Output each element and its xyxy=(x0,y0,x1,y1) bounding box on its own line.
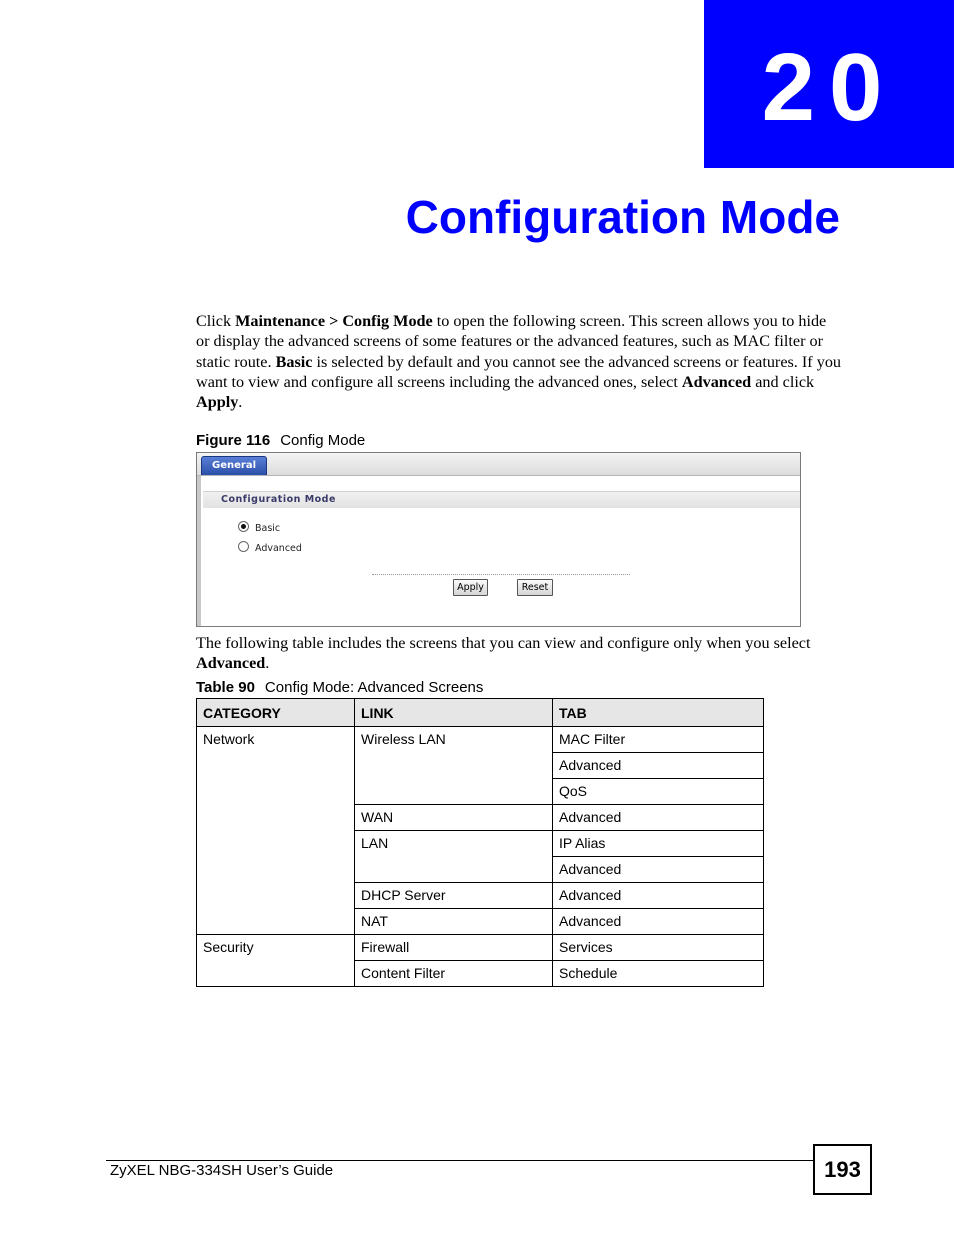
radio-advanced[interactable] xyxy=(238,541,302,554)
cell-category: Security xyxy=(197,935,355,987)
table-row xyxy=(197,727,764,753)
table-header-row xyxy=(197,699,764,727)
chapter-number: 20 xyxy=(761,34,897,141)
table-label: Table 90 xyxy=(196,679,255,696)
table-row xyxy=(197,935,764,961)
tab-bar xyxy=(197,453,800,476)
cell-link: LAN xyxy=(355,831,553,883)
cell-link: NAT xyxy=(355,909,553,935)
cell-tab: Advanced xyxy=(553,753,764,779)
cell-tab: Advanced xyxy=(553,883,764,909)
config-mode-screenshot xyxy=(196,452,801,627)
footer-rule xyxy=(106,1160,814,1161)
intro-paragraph: Click Maintenance > Config Mode to open the following screen. This screen allows you to hide or display the advanced screens of some features or the advanced features, such as MAC filter or static route. Basic is selected by default and you cannot see the advanced screens or features. If you want to view and configure all screens including the advanced ones, select Advanced and click Apply. xyxy=(196,312,842,412)
figure-caption xyxy=(196,432,365,449)
left-border xyxy=(197,476,201,626)
figure-label: Figure 116 xyxy=(196,432,271,449)
advanced-screens-table xyxy=(196,698,764,987)
cell-tab: IP Alias xyxy=(553,831,764,857)
radio-advanced-label: Advanced xyxy=(255,543,302,554)
header-category: CATEGORY xyxy=(197,699,355,727)
chapter-number-box xyxy=(704,0,954,168)
apply-button[interactable]: Apply xyxy=(453,579,488,596)
radio-checked-icon[interactable] xyxy=(238,521,249,532)
reset-button[interactable]: Reset xyxy=(517,579,553,596)
footer-guide-title: ZyXEL NBG-334SH User’s Guide xyxy=(110,1162,334,1179)
cell-link: WAN xyxy=(355,805,553,831)
dotted-divider xyxy=(372,574,630,575)
table-caption-text: Config Mode: Advanced Screens xyxy=(264,679,484,696)
table-intro-paragraph: The following table includes the screens that you can view and configure only when you select Advanced. xyxy=(196,634,811,673)
figure-caption-text: Config Mode xyxy=(280,432,366,449)
radio-basic[interactable] xyxy=(238,521,280,534)
cell-link: Firewall xyxy=(355,935,553,961)
cell-tab: Services xyxy=(553,935,764,961)
header-link: LINK xyxy=(355,699,553,727)
cell-tab: MAC Filter xyxy=(553,727,764,753)
cell-tab: Advanced xyxy=(553,909,764,935)
header-tab: TAB xyxy=(553,699,764,727)
cell-tab: QoS xyxy=(553,779,764,805)
cell-tab: Schedule xyxy=(553,961,764,987)
cell-link: DHCP Server xyxy=(355,883,553,909)
cell-link: Content Filter xyxy=(355,961,553,987)
cell-link: Wireless LAN xyxy=(355,727,553,805)
cell-tab: Advanced xyxy=(553,805,764,831)
radio-unchecked-icon[interactable] xyxy=(238,541,249,552)
chapter-title: Configuration Mode xyxy=(405,191,840,243)
radio-basic-label: Basic xyxy=(255,523,281,534)
cell-category: Network xyxy=(197,727,355,935)
page-number: 193 xyxy=(813,1144,872,1195)
tab-general[interactable]: General xyxy=(201,456,267,475)
table-caption xyxy=(196,679,483,696)
section-header: Configuration Mode xyxy=(203,491,800,508)
cell-tab: Advanced xyxy=(553,857,764,883)
